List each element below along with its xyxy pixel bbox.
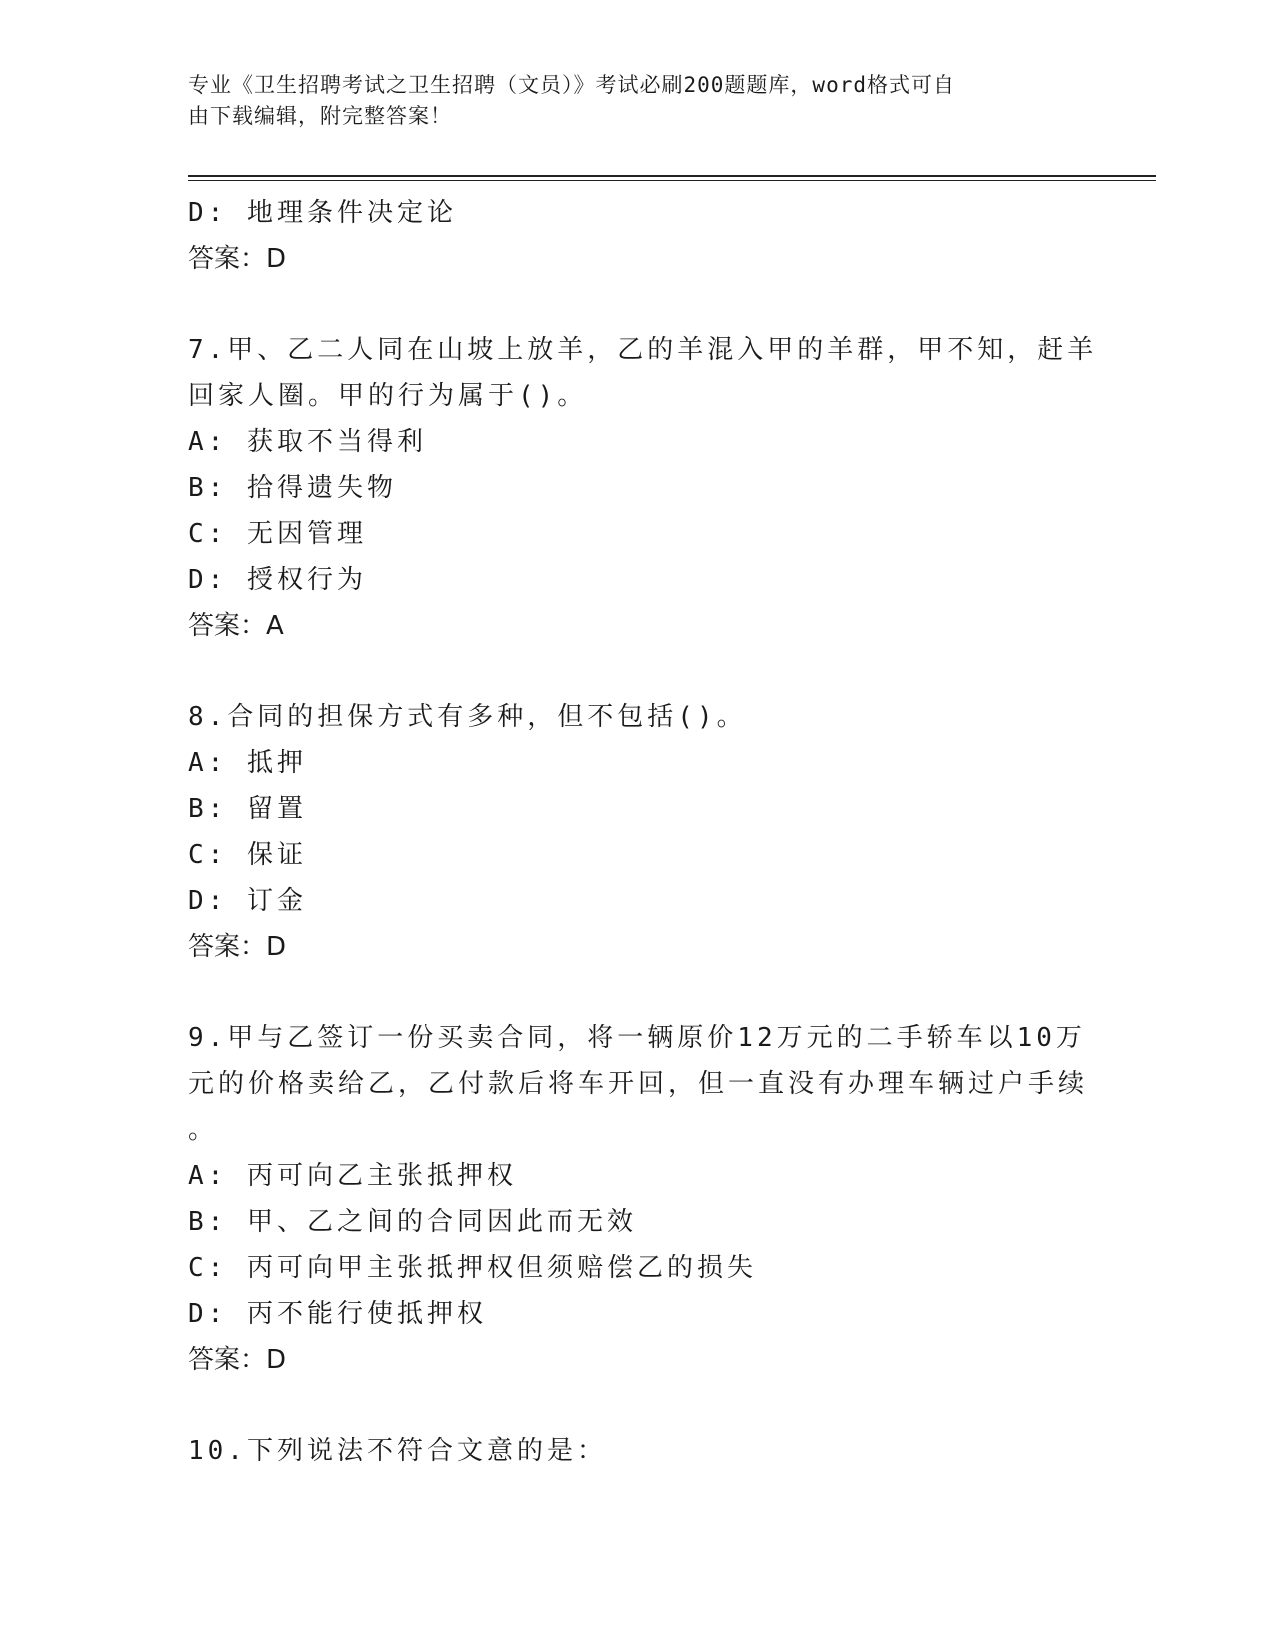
question-stem: 9.甲与乙签订一份买卖合同，将一辆原价12万元的二手轿车以10万 bbox=[188, 1023, 1086, 1053]
question-9 bbox=[188, 1015, 1088, 1383]
question-stem: 。 bbox=[188, 1115, 219, 1145]
question-stem: 8.合同的担保方式有多种，但不包括()。 bbox=[188, 702, 747, 732]
option-d: D: 丙不能行使抵押权 bbox=[188, 1299, 487, 1329]
option-c: C: 丙可向甲主张抵押权但须赔偿乙的损失 bbox=[188, 1253, 757, 1283]
option-c: C: 保证 bbox=[188, 840, 307, 870]
answer: 答案：D bbox=[188, 1345, 287, 1375]
question-10 bbox=[188, 1428, 1088, 1474]
answer: 答案：D bbox=[188, 244, 287, 274]
question-stem: 回家人圈。甲的行为属于()。 bbox=[188, 381, 588, 411]
option-a: A: 丙可向乙主张抵押权 bbox=[188, 1161, 517, 1191]
option-b: B: 甲、乙之间的合同因此而无效 bbox=[188, 1207, 637, 1237]
question-list bbox=[188, 190, 1098, 1474]
question-stem: 7.甲、乙二人同在山坡上放羊，乙的羊混入甲的羊群，甲不知，赶羊 bbox=[188, 335, 1098, 365]
option-d: D: 地理条件决定论 bbox=[188, 198, 457, 228]
option-d: D: 订金 bbox=[188, 886, 307, 916]
question-stem: 元的价格卖给乙，乙付款后将车开回，但一直没有办理车辆过户手续 bbox=[188, 1069, 1089, 1099]
header-rule-thin bbox=[188, 180, 1156, 181]
option-c: C: 无因管理 bbox=[188, 519, 367, 549]
header-line-1: 专业《卫生招聘考试之卫生招聘（文员）》考试必刷200题题库，word格式可自 bbox=[188, 73, 955, 97]
option-b: B: 拾得遗失物 bbox=[188, 473, 397, 503]
question-8 bbox=[188, 694, 1088, 970]
answer: 答案：D bbox=[188, 932, 287, 962]
question-stem: 10.下列说法不符合文意的是： bbox=[188, 1436, 607, 1466]
option-a: A: 获取不当得利 bbox=[188, 427, 427, 457]
option-d: D: 授权行为 bbox=[188, 565, 367, 595]
option-a: A: 抵押 bbox=[188, 748, 307, 778]
option-b: B: 留置 bbox=[188, 794, 307, 824]
question-prev bbox=[188, 190, 1088, 282]
document-header bbox=[188, 70, 1068, 132]
question-7 bbox=[188, 327, 1098, 649]
answer: 答案：A bbox=[188, 611, 284, 641]
header-line-2: 由下载编辑，附完整答案！ bbox=[188, 104, 452, 128]
header-rule bbox=[188, 175, 1156, 177]
